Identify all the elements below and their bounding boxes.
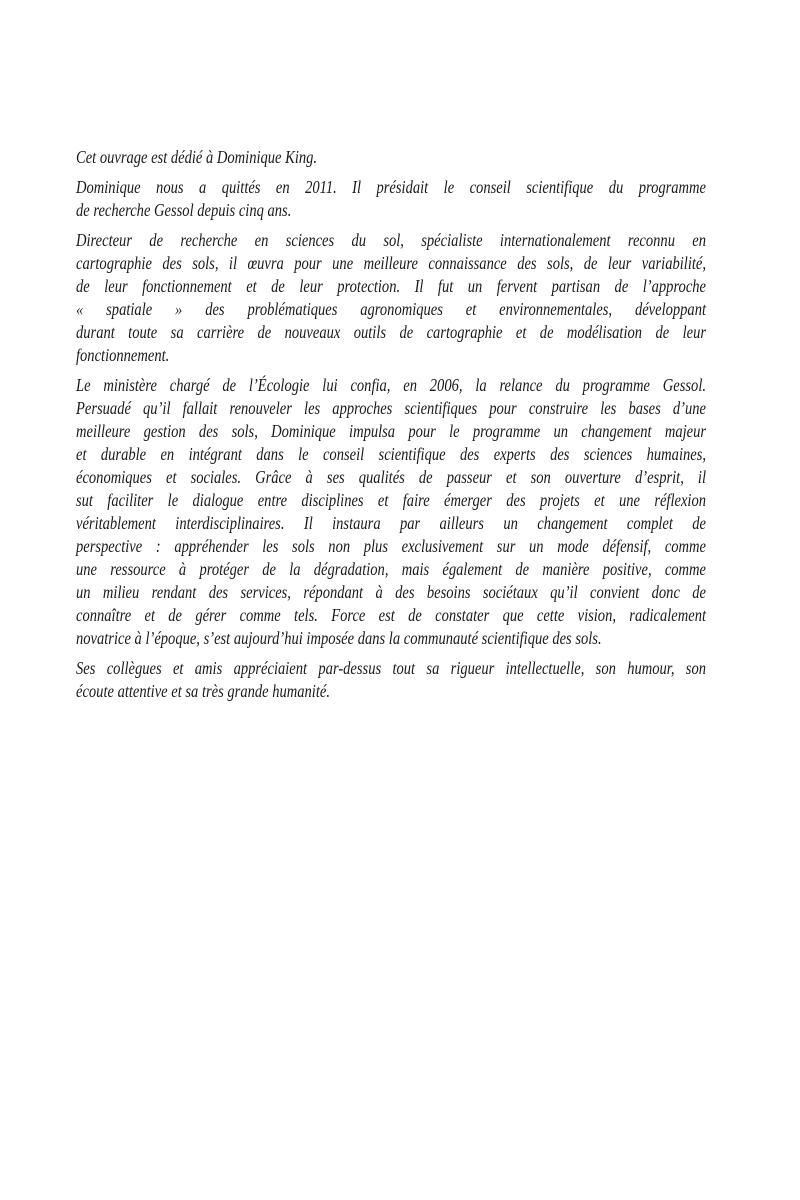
text-line: de leur fonctionnement et de leur protection. Il fut un fervent partisan de l’approche bbox=[76, 276, 707, 296]
text-line: fonctionnement. bbox=[76, 345, 170, 365]
text-line: « spatiale » des problématiques agronomiques et environnementales, développant bbox=[76, 299, 707, 319]
text-line: Dominique nous a quittés en 2011. Il présidait le conseil scientifique du programme bbox=[76, 177, 707, 197]
dedication-paragraph-2 bbox=[76, 176, 706, 222]
text-line: Cet ouvrage est dédié à Dominique King. bbox=[76, 147, 318, 167]
text-line: véritablement interdisciplinaires. Il instaura par ailleurs un changement complet de bbox=[76, 513, 707, 533]
text-line: novatrice à l’époque, s’est aujourd’hui imposée dans la communauté scientifique des sols. bbox=[76, 628, 602, 648]
text-line: sut faciliter le dialogue entre disciplines et faire émerger des projets et une réflexion bbox=[76, 490, 707, 510]
text-line: et durable en intégrant dans le conseil scientifique des experts des sciences humaines, bbox=[76, 444, 707, 464]
text-line: perspective : appréhender les sols non plus exclusivement sur un mode défensif, comme bbox=[76, 536, 707, 556]
text-line: meilleure gestion des sols, Dominique impulsa pour le programme un changement majeur bbox=[76, 421, 707, 441]
dedication-paragraph-1 bbox=[76, 146, 706, 169]
text-line: Directeur de recherche en sciences du sol, spécialiste internationalement reconnu en bbox=[76, 230, 707, 250]
text-line: écoute attentive et sa très grande humanité. bbox=[76, 681, 330, 701]
dedication-paragraph-3 bbox=[76, 229, 706, 367]
text-line: Le ministère chargé de l’Écologie lui confia, en 2006, la relance du programme Gessol. bbox=[76, 375, 707, 395]
text-line: Ses collègues et amis appréciaient par-dessus tout sa rigueur intellectuelle, son humour, son bbox=[76, 658, 707, 678]
text-line: une ressource à protéger de la dégradation, mais également de manière positive, comme bbox=[76, 559, 707, 579]
text-line: cartographie des sols, il œuvra pour une meilleure connaissance des sols, de leur variabilité, bbox=[76, 253, 707, 273]
text-line: un milieu rendant des services, répondant à des besoins sociétaux qu’il convient donc de bbox=[76, 582, 707, 602]
text-line: Persuadé qu’il fallait renouveler les approches scientifiques pour construire les bases d’une bbox=[76, 398, 707, 418]
text-line: de recherche Gessol depuis cinq ans. bbox=[76, 200, 292, 220]
dedication-paragraph-4 bbox=[76, 374, 706, 650]
text-line: durant toute sa carrière de nouveaux outils de cartographie et de modélisation de leur bbox=[76, 322, 707, 342]
dedication-text bbox=[76, 146, 706, 710]
text-line: connaître et de gérer comme tels. Force est de constater que cette vision, radicalement bbox=[76, 605, 707, 625]
dedication-paragraph-5 bbox=[76, 657, 706, 703]
text-line: économiques et sociales. Grâce à ses qualités de passeur et son ouverture d’esprit, il bbox=[76, 467, 707, 487]
